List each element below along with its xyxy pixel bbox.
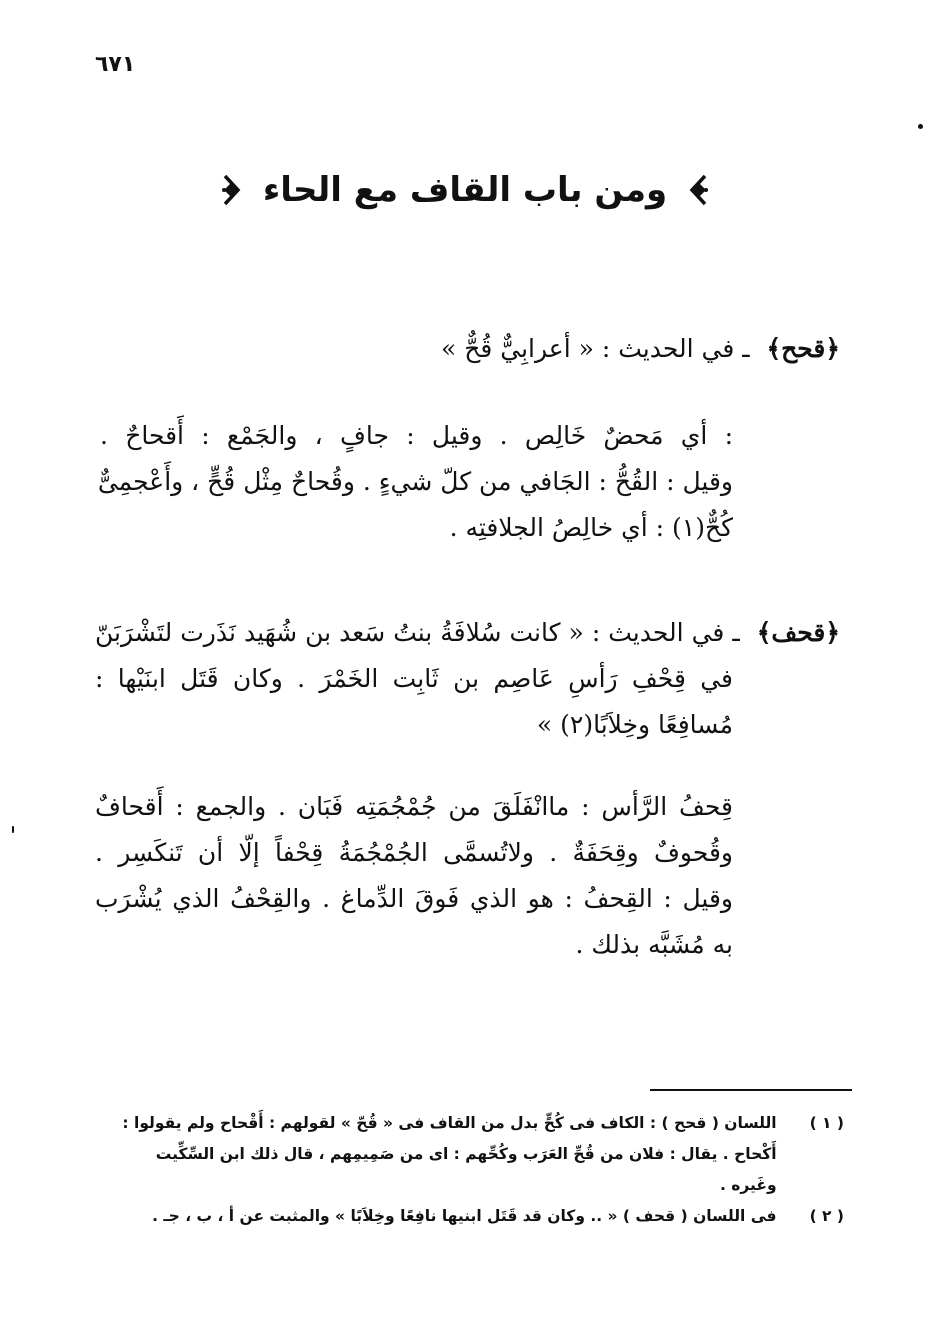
entry-intro: ـ في الحديث : « أعرابِيٌّ قُحٌّ » bbox=[440, 334, 750, 363]
margin-mark bbox=[918, 124, 923, 129]
explanation-line: كُحٌّ(١) : أي خالِصُ الجلافتِه . bbox=[449, 513, 733, 542]
entry-headword: ﴿قحح﴾ bbox=[766, 334, 840, 363]
footnote-line bbox=[92, 1170, 844, 1201]
chapter-heading bbox=[180, 160, 750, 220]
entry-intro-line bbox=[380, 326, 840, 372]
page-number: ٦٧١ bbox=[95, 52, 136, 77]
ornament-icon bbox=[685, 173, 711, 207]
ornament-icon bbox=[219, 173, 245, 207]
continuation-line: مُسافِعًا وخِلاَبًا(٢) » bbox=[536, 710, 733, 739]
entry-headword: ﴿قحف﴾ bbox=[756, 618, 840, 647]
explanation-line: وقيل : القُحُّ : الجَافي من كلّ شيءٍ . وقُحاحٌ مِثْل قُحٍّ ، وأَعْجمِىٌّ bbox=[97, 467, 733, 496]
explanation-line: قِحفُ الرَّأس : ماانْفَلَقَ من جُمْجُمَتِه فَبَان . والجمع : أَقحافٌ bbox=[95, 792, 733, 821]
footnote-text: وغَيره . bbox=[719, 1176, 777, 1194]
chapter-title: ومن باب القاف مع الحاء bbox=[262, 170, 668, 210]
footnote-text: أَكْحاح . يقال : فلان من قُحِّ العَرَب وكُحِّهم : اى من صَمِيمِهم ، قال ذلك ابن السِّكِّيت bbox=[155, 1145, 777, 1163]
explanation-line: وقيل : القِحفُ : هو الذي فَوقَ الدِّماغ . والقِحْفُ الذي يُشْرَب bbox=[95, 884, 733, 913]
entry-qahh-head bbox=[380, 326, 840, 372]
entry-intro-line bbox=[95, 610, 840, 656]
footnote-number: ( ٢ ) bbox=[809, 1207, 844, 1225]
entry-qahf-explanation bbox=[95, 784, 733, 968]
footnote-rule bbox=[650, 1089, 852, 1091]
footnotes bbox=[92, 1108, 844, 1232]
footnote-text: فى اللسان ( قحف ) « .. وكان قد قَتَل ابنيها نافِعًا وخِلاَبًا » والمثبت عن أ ، ب ، جـ . bbox=[152, 1207, 777, 1225]
footnote-text: اللسان ( قحح ) : الكاف فى كُحٍّ بدل من القاف فى « قُحّ » لقولهم : أَقْحاح ولم يقولوا : bbox=[122, 1114, 777, 1132]
explanation-line: به مُشَبَّه بذلك . bbox=[575, 930, 733, 959]
entry-intro: ـ في الحديث : « كانت سُلافَةُ بنتُ سَعد بن شُهَيد نَذَرت لتَشْرَبَنّ bbox=[95, 618, 740, 647]
continuation-line: في قِحْفِ رَأسِ عَاصِم بن ثَابِت الخَمْرَ . وكان قَتَل ابنَيْها : bbox=[95, 664, 733, 693]
footnote-line bbox=[92, 1139, 844, 1170]
entry-qahf-continuation bbox=[95, 656, 733, 748]
explanation-line: : أي مَحضٌ خَالِص . وقيل : جافٍ ، والجَمْع : أَقحاحٌ . bbox=[100, 421, 733, 450]
entry-qahf-head bbox=[95, 610, 840, 656]
explanation-line: وقُحوفٌ وقِحَفَةٌ . ولاتُسمَّى الجُمْجُمَةُ قِحْفاً إلّا أن تَنكَسِر . bbox=[95, 838, 733, 867]
footnote-line bbox=[92, 1201, 844, 1232]
footnote-number: ( ١ ) bbox=[809, 1114, 844, 1132]
margin-mark bbox=[12, 826, 14, 833]
entry-qahh-explanation bbox=[97, 413, 733, 551]
footnote-line bbox=[92, 1108, 844, 1139]
